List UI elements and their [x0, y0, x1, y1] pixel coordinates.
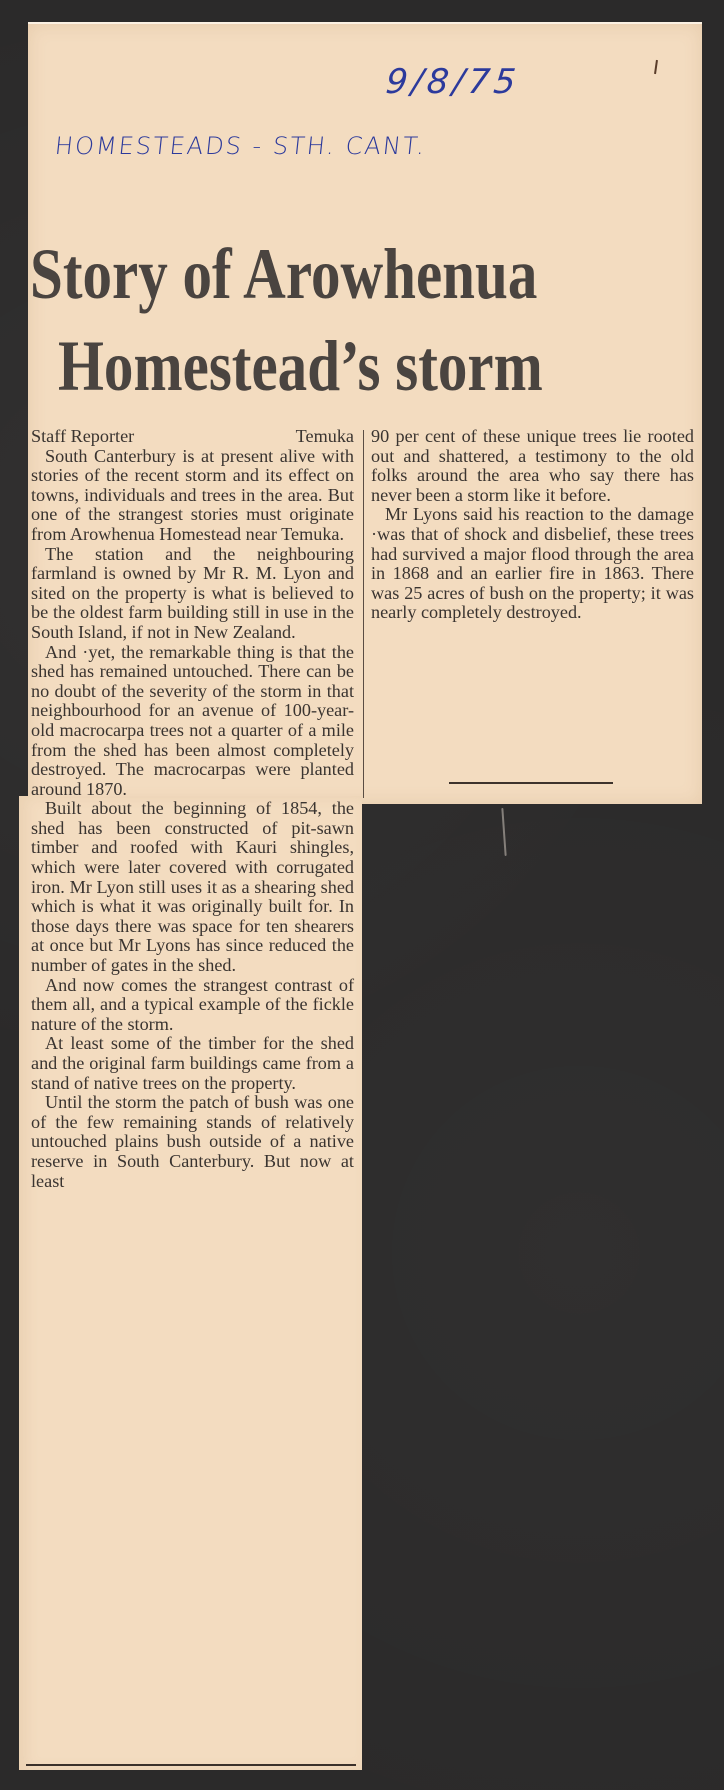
paragraph: The station and the neighbouring farmland is owned by Mr R. M. Lyon and sited on the property is what is believed to be the oldest farm building still in use in the South Island, if not in New Zealand.	[31, 543, 354, 642]
paragraph: Built about the beginning of 1854, the shed has been constructed of pit-sawn timber and roofed with Kauri shingles, which were later covered with corrugated iron. Mr Lyon still uses it as a shearing shed which is what it was originally built for. In those days there was space for ten shearers at once but Mr Lyons has since reduced the number of gates in the shed.	[31, 798, 354, 976]
paragraph: South Canterbury is at present alive with stories of the recent storm and its effect on towns, individuals and trees in the area. But one of the strangest stories must originate from Arowhenua Homestead near Temuka.	[31, 445, 354, 544]
paragraph: Until the storm the patch of bush was one of the few remaining stands of relatively untouched plains bush outside of a native reserve in South Canterbury. But now at least	[31, 1092, 354, 1191]
byline	[31, 427, 354, 447]
handwritten-category: HOMESTEADS - STH. CANT.	[53, 132, 428, 160]
paragraph: Mr Lyons said his reaction to the damage ·was that of shock and disbelief, these trees had survived a major flood through the area in 1868 and an earlier fire in 1863. There was 25 acres of bush on the property; it was nearly completely destroyed.	[371, 504, 694, 623]
bottom-rule	[26, 1764, 356, 1766]
paragraph: And ·yet, the remarkable thing is that the shed has remained untouched. There can be no doubt of the severity of the storm in that neighbourhood for an avenue of 100-year-old macrocarpa trees not a quarter of a mile from the shed has been almost completely destroyed. The macrocarpas were planted around 1870.	[31, 641, 354, 799]
article-column-right	[371, 427, 694, 623]
byline-location: Temuka	[295, 426, 354, 446]
article-column-left	[31, 427, 354, 1191]
headline-line-1: Story of Arowhenua	[30, 234, 538, 314]
handwritten-date: 9/8/75	[383, 62, 522, 102]
byline-author: Staff Reporter	[31, 426, 135, 446]
paragraph: 90 per cent of these unique trees lie rooted out and shattered, a testimony to the old folks around the area who say there has never been a storm like it before.	[371, 426, 694, 505]
headline-line-2: Homestead’s storm	[58, 326, 543, 406]
paragraph: And now comes the strangest contrast of them all, and a typical example of the fickle nature of the storm.	[31, 974, 354, 1034]
column-divider	[363, 430, 364, 798]
article-end-rule	[449, 782, 613, 784]
paragraph: At least some of the timber for the shed and the original farm buildings came from a stand of native trees on the property.	[31, 1033, 354, 1093]
